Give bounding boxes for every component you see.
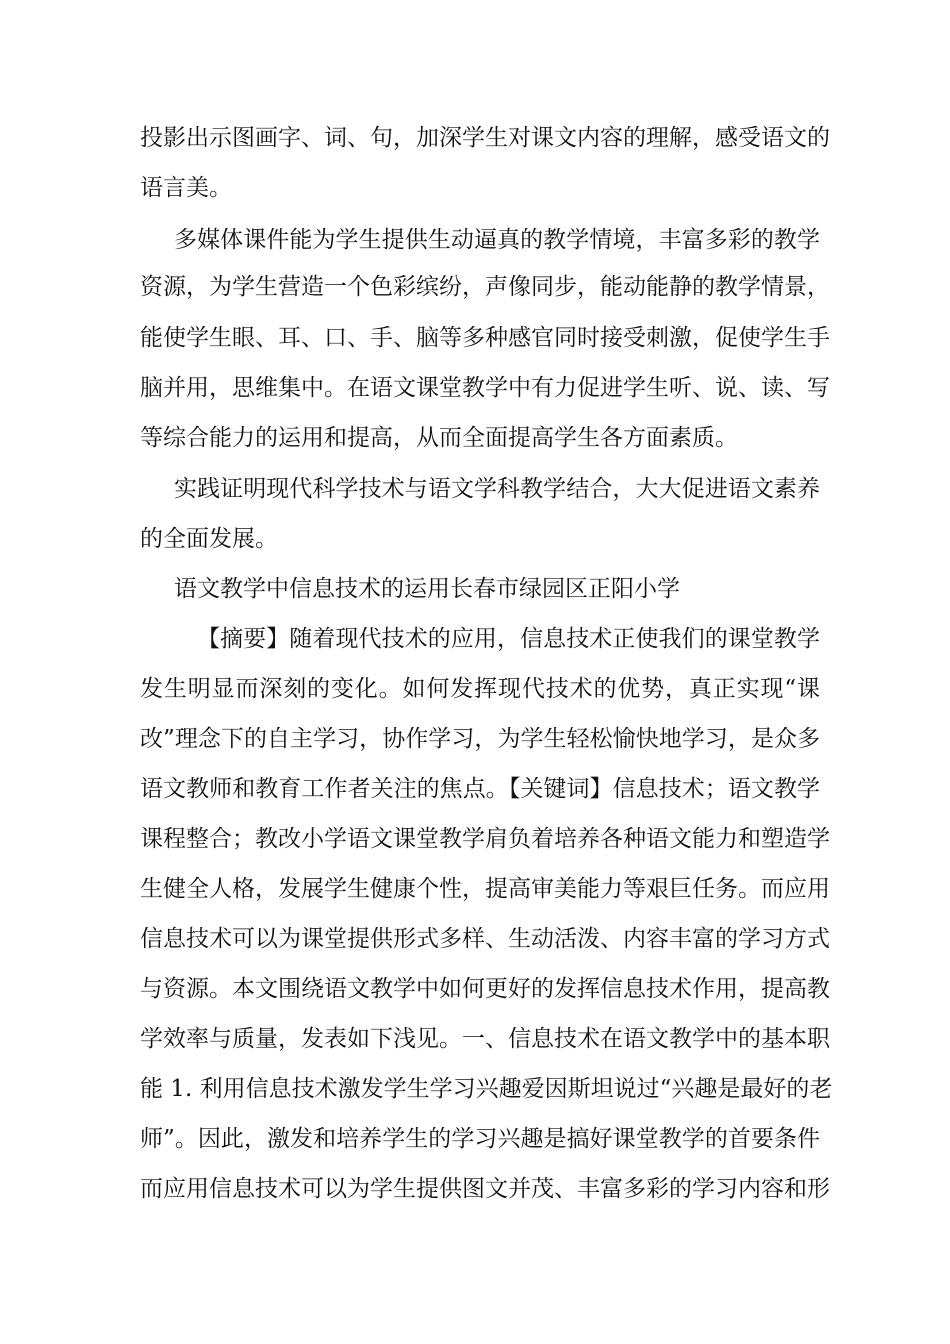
- text-line: 资源，为学生营造一个色彩缤纷，声像同步，能动能静的教学情景，: [140, 274, 830, 300]
- text-line: 能 1. 利用信息技术激发学生学习兴趣爱因斯坦说过“兴趣是最好的老: [140, 1076, 833, 1102]
- text-line: 课程整合；教改小学语文课堂教学肩负着培养各种语文能力和塑造学: [140, 826, 830, 852]
- text-line: 的全面发展。: [140, 526, 278, 552]
- text-line: 等综合能力的运用和提高，从而全面提高学生各方面素质。: [140, 425, 738, 451]
- document-title: 语文教学中信息技术的运用长春市绿园区正阳小学: [174, 576, 680, 602]
- text-line: 发生明显而深刻的变化。如何发挥现代技术的优势，真正实现“课: [140, 676, 820, 702]
- text-line: 生健全人格，发展学生健康个性，提高审美能力等艰巨任务。而应用: [140, 876, 830, 902]
- text-line: 语文教师和教育工作者关注的焦点。【关键词】信息技术；语文教学: [140, 776, 820, 802]
- text-line: 改”理念下的自主学习，协作学习，为学生轻松愉快地学习，是众多: [140, 726, 820, 752]
- text-line: 多媒体课件能为学生提供生动逼真的教学情境，丰富多彩的教学: [174, 227, 820, 253]
- text-line: 师”。因此，激发和培养学生的学习兴趣是搞好课堂教学的首要条件: [140, 1126, 820, 1152]
- text-line: 学效率与质量，发表如下浅见。一、信息技术在语文教学中的基本职: [140, 1026, 830, 1052]
- text-line: 投影出示图画字、词、句，加深学生对课文内容的理解，感受语文的: [140, 125, 830, 151]
- text-line: 语言美。: [140, 175, 232, 201]
- text-line: 脑并用，思维集中。在语文课堂教学中有力促进学生听、说、读、写: [140, 375, 830, 401]
- text-line: 与资源。本文围绕语文教学中如何更好的发挥信息技术作用，提高教: [140, 976, 830, 1002]
- text-line: 能使学生眼、耳、口、手、脑等多种感官同时接受刺激，促使学生手: [140, 325, 830, 351]
- text-line: 实践证明现代科学技术与语文学科教学结合，大大促进语文素养: [174, 476, 820, 502]
- text-line: 信息技术可以为课堂提供形式多样、生动活泼、内容丰富的学习方式: [140, 926, 830, 952]
- text-line: 【摘要】随着现代技术的应用，信息技术正使我们的课堂教学: [197, 626, 820, 652]
- text-line: 而应用信息技术可以为学生提供图文并茂、丰富多彩的学习内容和形: [140, 1176, 830, 1202]
